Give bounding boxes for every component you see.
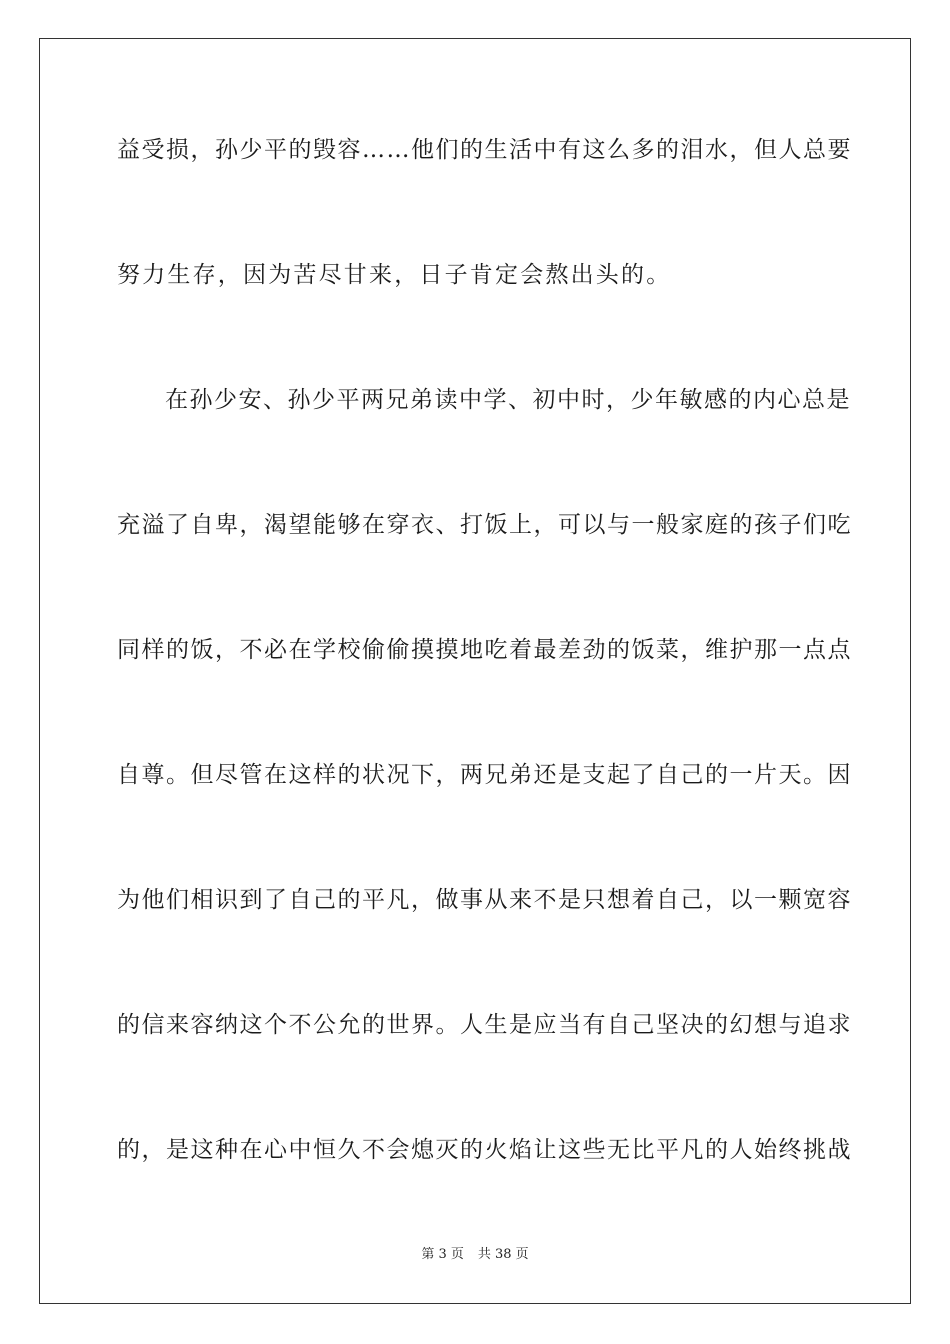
text-line-1: 益受损，孙少平的毁容……他们的生活中有这么多的泪水，但人总要 bbox=[117, 137, 852, 163]
text-line-8: 的信来容纳这个不公允的世界。人生是应当有自己坚决的幻想与追求 bbox=[117, 1012, 852, 1038]
text-line-6: 自尊。但尽管在这样的状况下，两兄弟还是支起了自己的一片天。因 bbox=[117, 762, 852, 788]
page-number: 第 3 页 bbox=[421, 1247, 464, 1262]
text-line-4: 充溢了自卑，渴望能够在穿衣、打饭上，可以与一般家庭的孩子们吃 bbox=[117, 512, 852, 538]
text-line-7: 为他们相识到了自己的平凡，做事从来不是只想着自己，以一颗宽容 bbox=[117, 887, 852, 913]
text-line-5: 同样的饭，不必在学校偷偷摸摸地吃着最差劲的饭菜，维护那一点点 bbox=[117, 637, 852, 663]
page-total: 共 38 页 bbox=[477, 1247, 529, 1262]
text-line-2: 努力生存，因为苦尽甘来，日子肯定会熬出头的。 bbox=[117, 262, 672, 288]
page-footer bbox=[0, 1246, 950, 1264]
page-border bbox=[39, 38, 911, 1304]
text-line-9: 的，是这种在心中恒久不会熄灭的火焰让这些无比平凡的人始终挑战 bbox=[117, 1137, 852, 1163]
text-line-3: 在孙少安、孙少平两兄弟读中学、初中时，少年敏感的内心总是 bbox=[165, 387, 851, 413]
